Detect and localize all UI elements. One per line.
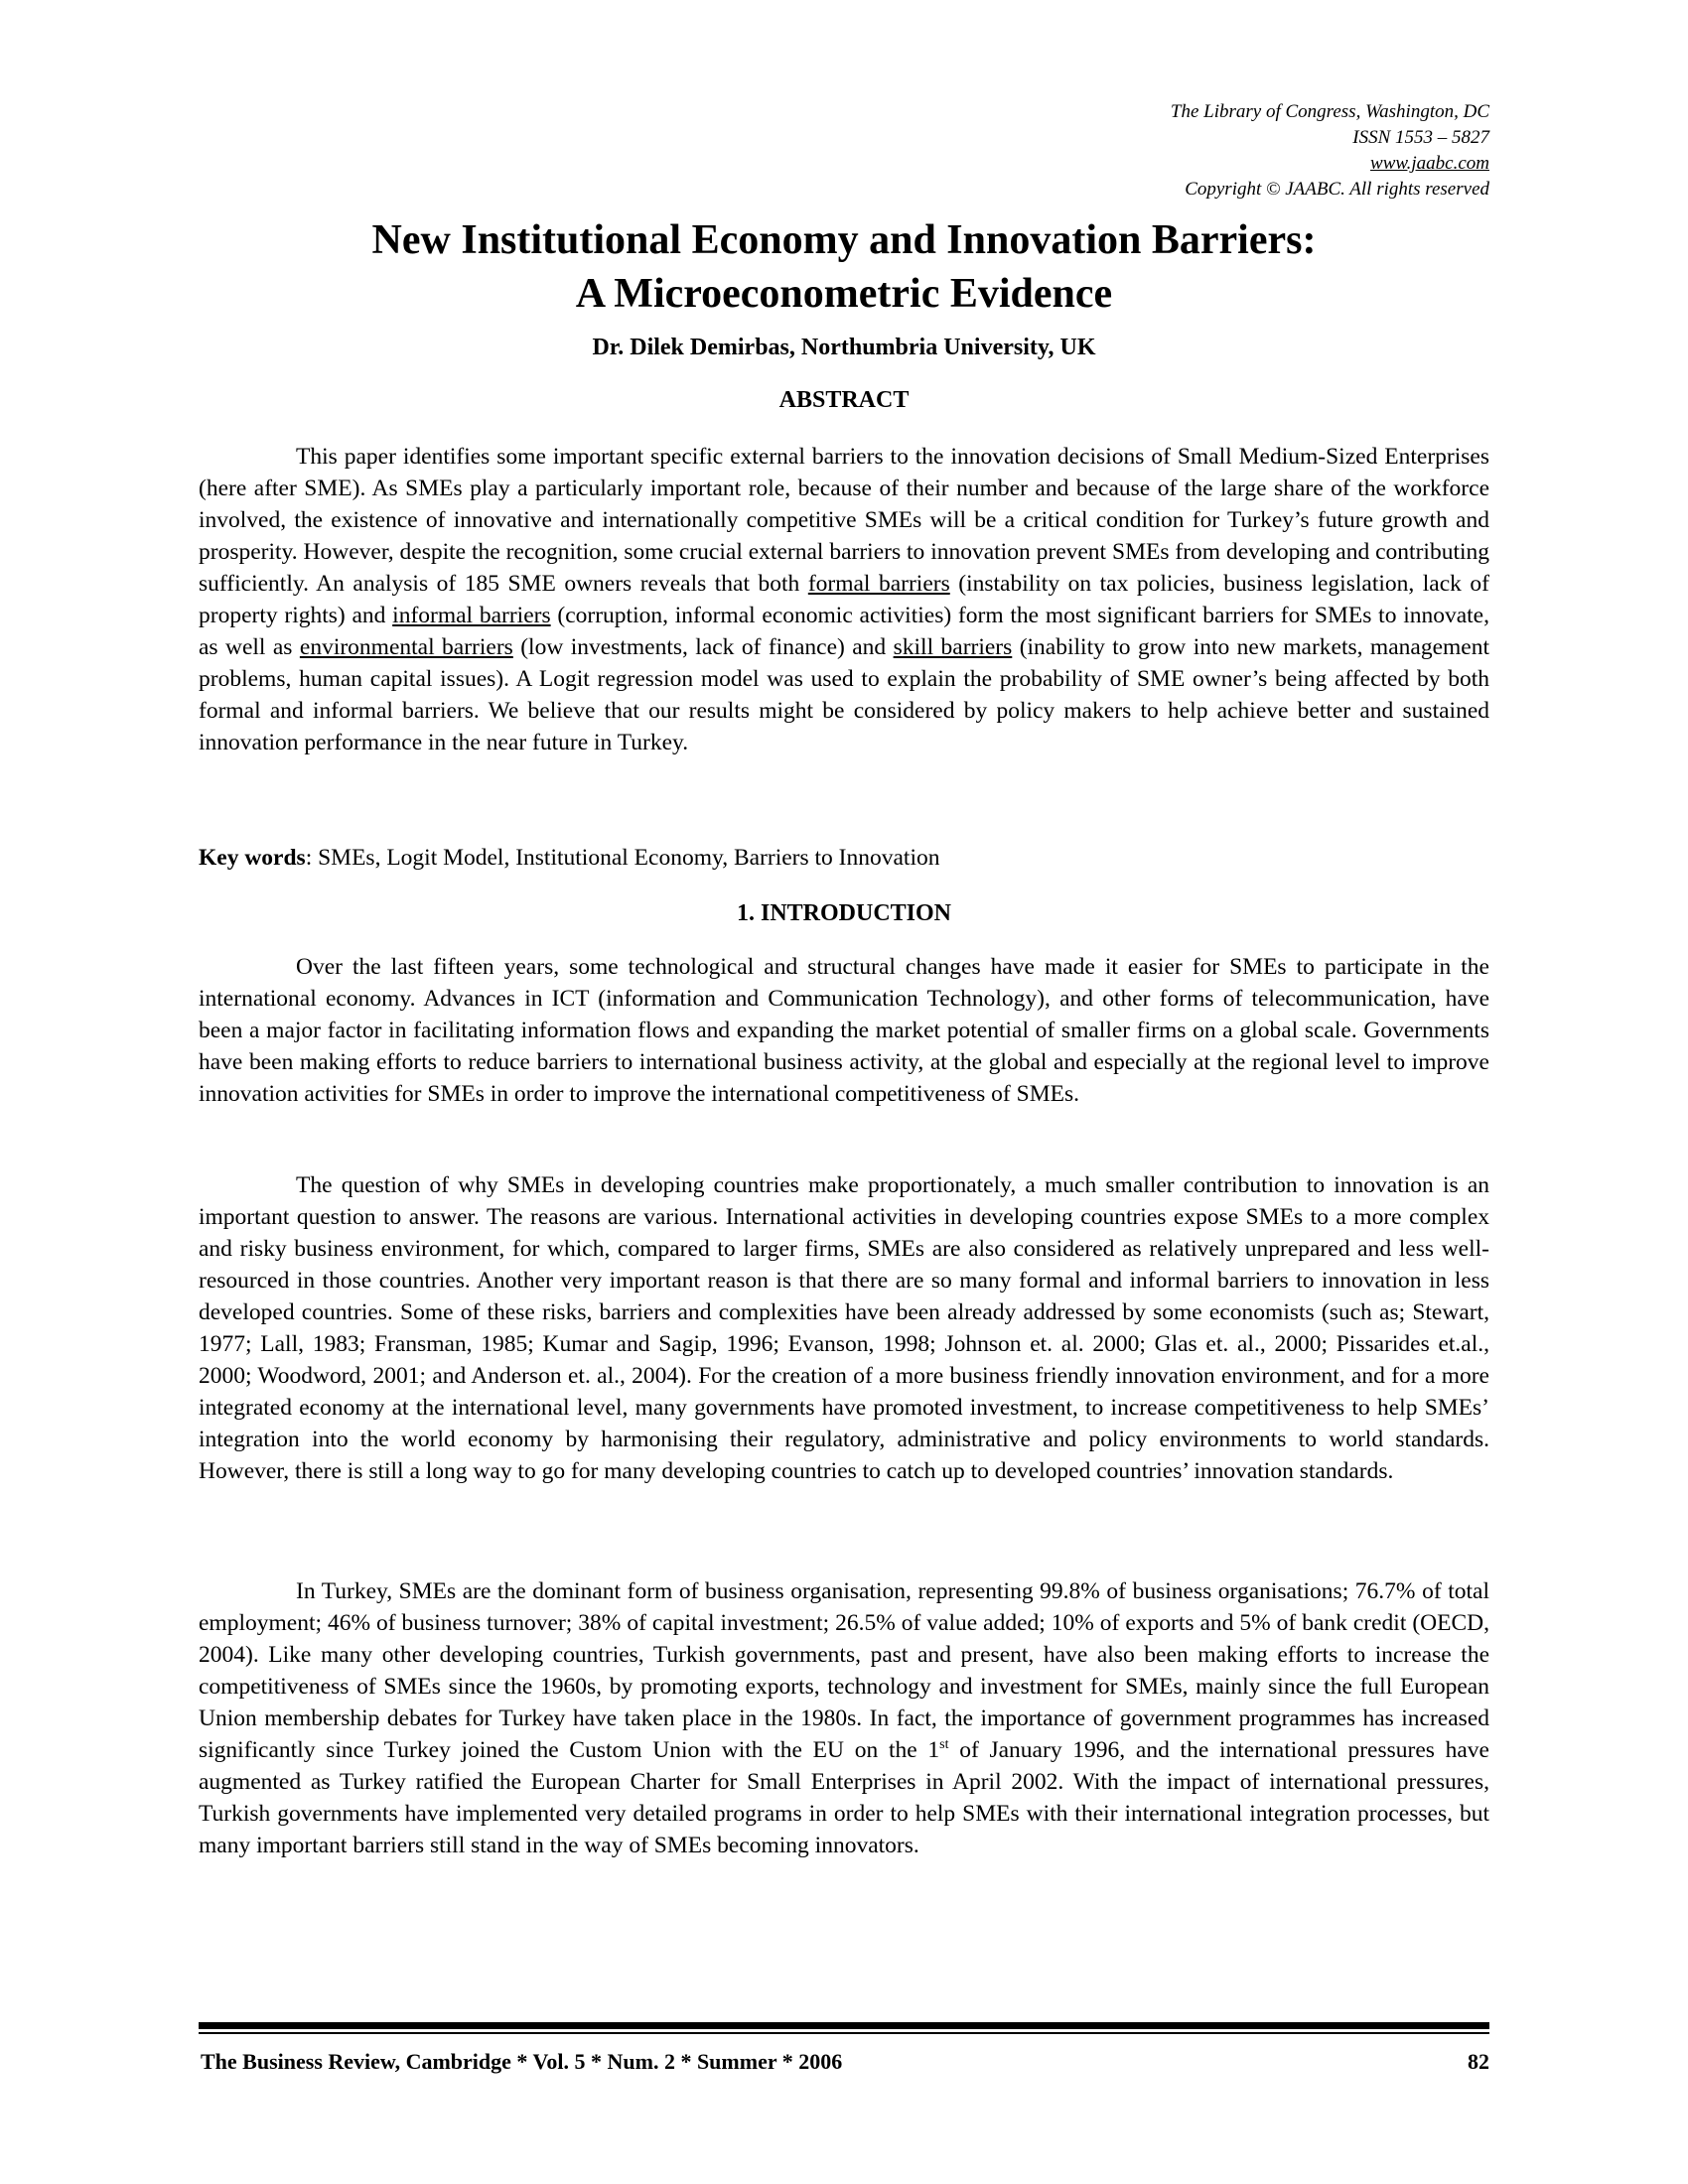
footer-rule-thin — [199, 2032, 1489, 2034]
footer-journal-citation: The Business Review, Cambridge * Vol. 5 * Num. 2 * Summer * 2006 — [201, 2049, 843, 2074]
abstract-text-4: (low investments, lack of finance) and — [512, 634, 894, 660]
keywords-label: Key words — [199, 845, 306, 871]
abstract-heading: ABSTRACT — [778, 387, 910, 413]
abstract-text-1: This paper identifies some important specific external barriers to the innovation decisions of Small Medium-Sized Enterprises (here after SME). As SMEs play a particularly important role, because of their number and because of the large share of the workforce involved, the existence of innovative and internationally competitive SMEs will be a critical condition for Turkey’s future growth and prosperity. However, despite the recognition, some crucial external barriers to innovation prevent SMEs from developing and contributing sufficiently. An analysis of 185 SME owners reveals that both — [199, 444, 1489, 597]
keywords-text: : SMEs, Logit Model, Institutional Economy, Barriers to Innovation — [305, 845, 940, 871]
footer-rule-thick — [199, 2022, 1489, 2029]
header-copyright-line: Copyright © JAABC. All rights reserved — [1185, 179, 1489, 200]
abstract-term-skill-barriers: skill barriers — [893, 634, 1013, 660]
introduction-paragraph-3 — [199, 1575, 1489, 1861]
introduction-paragraph-2: The question of why SMEs in developing countries make proportionately, a much smaller contribution to innovation is an important question to answer. The reasons are various. International activities in developing countries expose SMEs to a more complex and risky business environment, for which, compared to larger firms, SMEs are also considered as relatively unprepared and less well-resourced in those countries. Another very important reason is that there are so many formal and informal barriers to innovation in less developed countries. Some of these risks, barriers and complexities have been already addressed by some economists (such as; Stewart, 1977; Lall, 1983; Fransman, 1985; Kumar and Sagip, 1996; Evanson, 1998; Johnson et. al. 2000; Glas et. al., 2000; Pissarides et.al., 2000; Woodword, 2001; and Anderson et. al., 2004). For the creation of a more business friendly innovation environment, and for a more integrated economy at the international level, many governments have promoted investment, to increase competitiveness to help SMEs’ integration into the world economy by harmonising their regulatory, administrative and policy environments to world standards. However, there is still a long way to go for many developing countries to catch up to developed countries’ innovation standards. — [199, 1172, 1489, 1484]
title-line-1: New Institutional Economy and Innovation Barriers: — [371, 217, 1317, 263]
introduction-paragraph-3-text-a: In Turkey, SMEs are the dominant form of business organisation, representing 99.8% of business organisations; 76.7% of total employment; 46% of business turnover; 38% of capital investment; 26.5% of value added; 10% of exports and 5% of bank credit (OECD, 2004). Like many other developing countries, Turkish governments, past and present, have also been making efforts to increase the competitiveness of SMEs since the 1960s, by promoting exports, technology and investment for SMEs, mainly since the full European Union membership debates for Turkey have taken place in the 1980s. In fact, the importance of government programmes has increased significantly since Turkey joined the Custom Union with the EU on the 1 — [199, 1578, 1489, 1763]
header-website-link[interactable]: www.jaabc.com — [1370, 153, 1489, 174]
header-library-line: The Library of Congress, Washington, DC — [1170, 101, 1489, 122]
publication-header — [993, 99, 1489, 203]
paper-title — [199, 213, 1489, 321]
abstract-text-5: (inability to grow into new markets, management problems, human capital issues). A Logit regression model was used to explain the probability of SME owner’s being affected by both formal and informal barriers. We believe that our results might be considered by policy makers to help achieve better and sustained innovation performance in the near future in Turkey. — [199, 634, 1489, 755]
keywords-line — [199, 842, 1489, 874]
abstract-term-informal-barriers: informal barriers — [392, 603, 551, 628]
abstract-term-environmental-barriers: environmental barriers — [299, 634, 513, 660]
introduction-paragraph-3-text-b: of January 1996, and the international pressures have augmented as Turkey ratified the European Charter for Small Enterprises in April 2002. With the impact of international pressures, Turkish governments have implemented very detailed programs in order to help SMEs with their international integration processes, but many important barriers still stand in the way of SMEs becoming innovators. — [199, 1737, 1489, 1858]
footer-page-number: 82 — [1468, 2049, 1489, 2074]
header-issn-line: ISSN 1553 – 5827 — [1352, 127, 1489, 148]
abstract-paragraph — [199, 441, 1489, 758]
abstract-text-2: (instability on tax policies, business legislation, lack of property rights) and — [199, 571, 1489, 628]
abstract-term-formal-barriers: formal barriers — [807, 571, 950, 597]
introduction-heading: 1. INTRODUCTION — [736, 900, 952, 926]
abstract-text-3: (corruption, informal economic activities) form the most significant barriers for SMEs to innovate, as well as — [199, 603, 1489, 660]
author-line: Dr. Dilek Demirbas, Northumbria University, UK — [592, 335, 1096, 360]
introduction-paragraph-1: Over the last fifteen years, some technological and structural changes have made it easier for SMEs to participate in the international economy. Advances in ICT (information and Communication Technology), and other forms of telecommunication, have been a major factor in facilitating information flows and expanding the market potential of smaller firms on a global scale. Governments have been making efforts to reduce barriers to international business activity, at the global and especially at the regional level to improve innovation activities for SMEs in order to improve the international competitiveness of SMEs. — [199, 954, 1489, 1107]
title-line-2: A Microeconometric Evidence — [575, 271, 1113, 317]
ordinal-superscript: st — [939, 1737, 949, 1753]
